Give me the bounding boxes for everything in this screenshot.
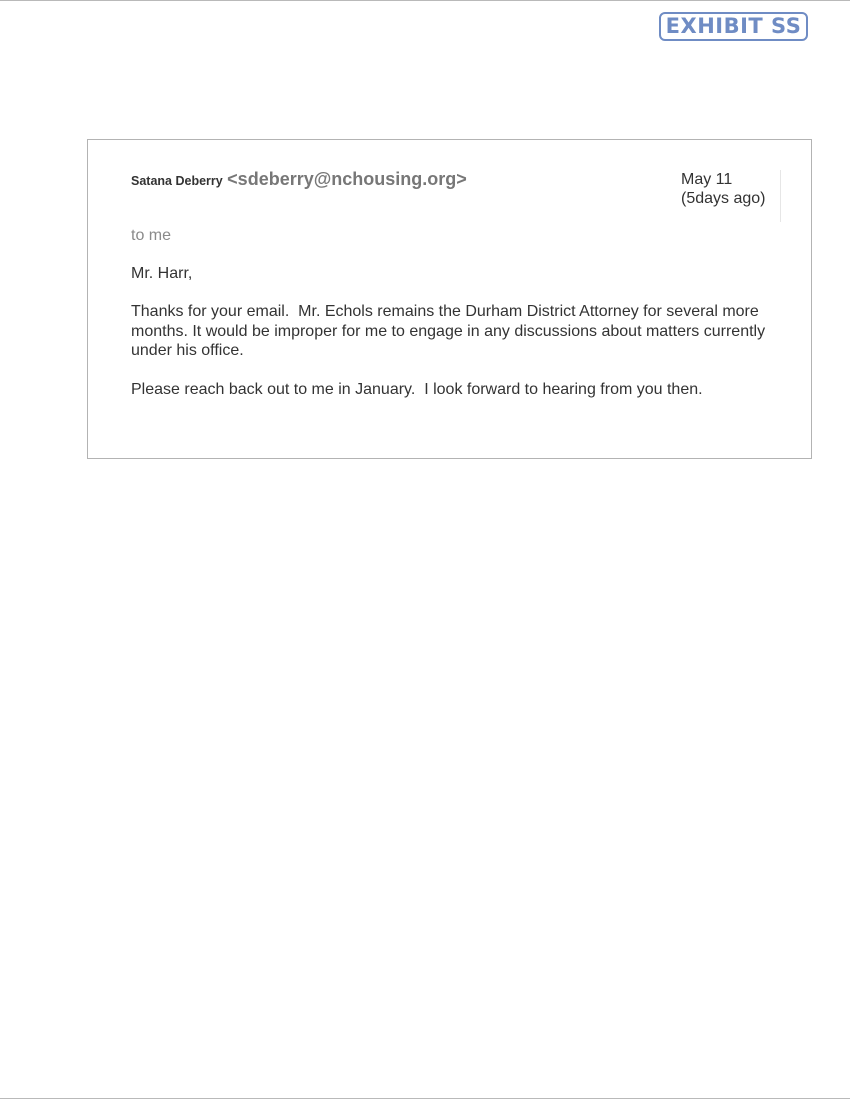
page-top-rule (0, 0, 850, 1)
email-card (87, 139, 812, 459)
body-paragraph-2: Please reach back out to me in January. I look forward to hearing from you then. (131, 380, 703, 398)
salutation: Mr. Harr, (131, 265, 193, 282)
sender-line (131, 169, 467, 190)
recipient-line[interactable]: to me (131, 227, 172, 244)
body-paragraph-1: Thanks for your email. Mr. Echols remains the Durham District Attorney for several more months. It would be improper for me to engage in any discussions about matters currently under his office. (131, 303, 770, 360)
email-relative-date: (5days ago) (681, 190, 766, 207)
email-date: May 11 (681, 171, 733, 188)
sender-email[interactable]: <sdeberry@nchousing.org> (227, 169, 467, 189)
sender-name[interactable]: Satana Deberry (131, 174, 223, 188)
email-body (131, 264, 781, 418)
exhibit-stamp: EXHIBIT SS (659, 12, 808, 41)
date-block (681, 170, 766, 208)
date-divider (780, 170, 781, 222)
page-bottom-rule (0, 1098, 850, 1099)
